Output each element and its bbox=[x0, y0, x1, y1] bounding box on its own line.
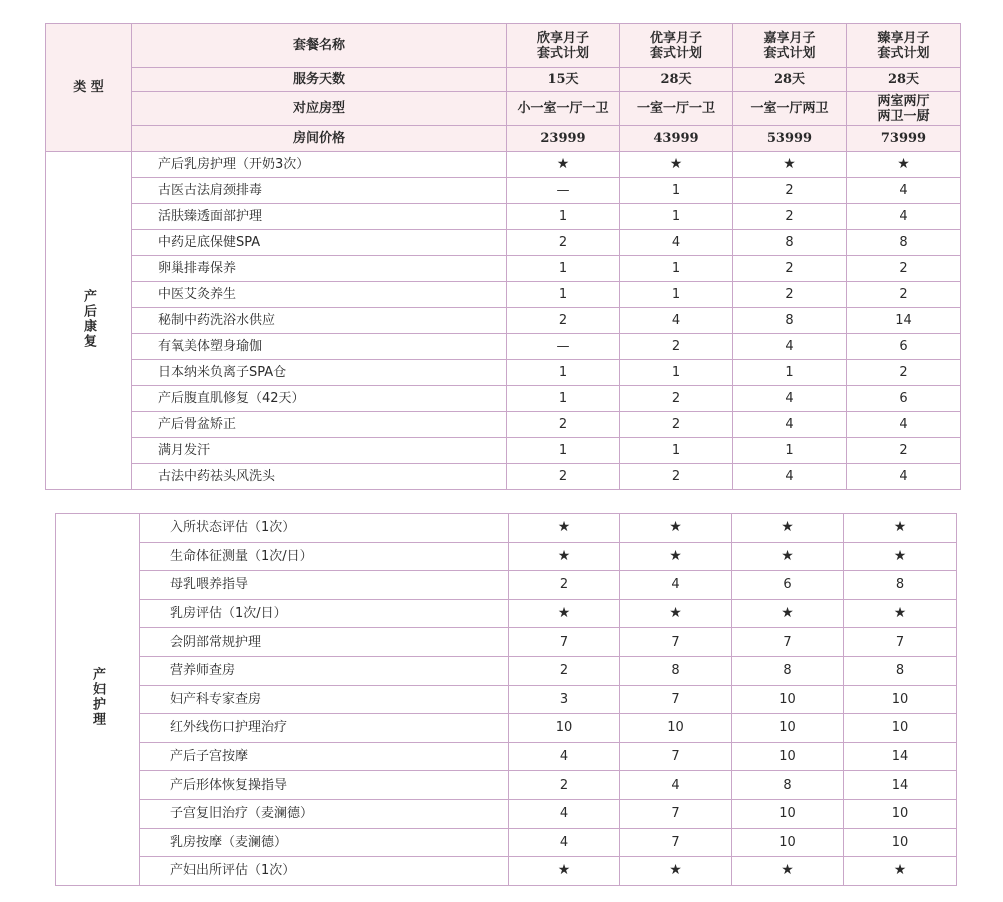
service-days-4: 28天 bbox=[847, 68, 961, 92]
count-cell: 1 bbox=[620, 438, 733, 464]
table-row bbox=[46, 204, 961, 230]
count-cell: 4 bbox=[847, 204, 961, 230]
package-name-3: 嘉享月子 套式计划 bbox=[733, 24, 847, 68]
table-row bbox=[56, 799, 957, 828]
count-cell: 4 bbox=[733, 386, 847, 412]
count-cell: 2 bbox=[509, 571, 620, 600]
table-row bbox=[46, 386, 961, 412]
count-cell: 7 bbox=[844, 628, 957, 657]
count-cell: 4 bbox=[620, 571, 732, 600]
room-type-2: 一室一厅一卫 bbox=[620, 92, 733, 126]
count-cell: 1 bbox=[620, 178, 733, 204]
room-type-3: 一室一厅两卫 bbox=[733, 92, 847, 126]
included-star-cell: ★ bbox=[620, 542, 732, 571]
count-cell: 10 bbox=[844, 685, 957, 714]
count-cell: 2 bbox=[509, 656, 620, 685]
service-item: 古医古法肩颈排毒 bbox=[132, 178, 507, 204]
section-label-care-text: 产妇护理 bbox=[90, 667, 105, 728]
row-label-package-name: 套餐名称 bbox=[132, 24, 507, 68]
count-cell: 7 bbox=[620, 799, 732, 828]
count-cell: 7 bbox=[509, 628, 620, 657]
count-cell: 1 bbox=[620, 282, 733, 308]
service-item: 生命体征测量（1次/日） bbox=[140, 542, 509, 571]
room-price-row bbox=[46, 126, 961, 152]
table-row bbox=[46, 308, 961, 334]
count-cell: 2 bbox=[733, 282, 847, 308]
service-item: 产后乳房护理（开奶3次） bbox=[132, 152, 507, 178]
table-row bbox=[46, 334, 961, 360]
table-row bbox=[46, 256, 961, 282]
service-item: 中医艾灸养生 bbox=[132, 282, 507, 308]
service-item: 红外线伤口护理治疗 bbox=[140, 714, 509, 743]
room-type-1: 小一室一厅一卫 bbox=[507, 92, 620, 126]
count-cell: 4 bbox=[620, 771, 732, 800]
count-cell: 4 bbox=[509, 799, 620, 828]
count-cell: 7 bbox=[732, 628, 844, 657]
package-name-2: 优享月子 套式计划 bbox=[620, 24, 733, 68]
count-cell: 1 bbox=[507, 438, 620, 464]
table-row bbox=[56, 514, 957, 543]
count-cell: 2 bbox=[507, 230, 620, 256]
service-days-1: 15天 bbox=[507, 68, 620, 92]
included-star-cell: ★ bbox=[732, 514, 844, 543]
count-cell: — bbox=[507, 178, 620, 204]
count-cell: 1 bbox=[507, 204, 620, 230]
package-name-1: 欣享月子 套式计划 bbox=[507, 24, 620, 68]
count-cell: 2 bbox=[847, 256, 961, 282]
count-cell: 2 bbox=[620, 412, 733, 438]
count-cell: 7 bbox=[620, 685, 732, 714]
table-row bbox=[46, 360, 961, 386]
included-star-cell: ★ bbox=[509, 857, 620, 886]
count-cell: 2 bbox=[620, 386, 733, 412]
service-item: 乳房按摩（麦澜德） bbox=[140, 828, 509, 857]
row-label-room-type: 对应房型 bbox=[132, 92, 507, 126]
row-label-room-price: 房间价格 bbox=[132, 126, 507, 152]
table-row bbox=[46, 282, 961, 308]
count-cell: 2 bbox=[620, 464, 733, 490]
count-cell: 2 bbox=[507, 464, 620, 490]
count-cell: 2 bbox=[733, 178, 847, 204]
count-cell: 10 bbox=[844, 714, 957, 743]
count-cell: 8 bbox=[732, 656, 844, 685]
service-days-3: 28天 bbox=[733, 68, 847, 92]
table-row bbox=[56, 628, 957, 657]
included-star-cell: ★ bbox=[509, 599, 620, 628]
count-cell: 2 bbox=[847, 282, 961, 308]
included-star-cell: ★ bbox=[847, 152, 961, 178]
count-cell: 2 bbox=[847, 360, 961, 386]
service-item: 产后骨盆矫正 bbox=[132, 412, 507, 438]
table-row bbox=[56, 656, 957, 685]
section-label-recovery-text: 产后康复 bbox=[81, 288, 96, 349]
service-item: 营养师查房 bbox=[140, 656, 509, 685]
count-cell: 10 bbox=[732, 714, 844, 743]
included-star-cell: ★ bbox=[507, 152, 620, 178]
count-cell: 1 bbox=[620, 256, 733, 282]
count-cell: 1 bbox=[507, 256, 620, 282]
count-cell: 8 bbox=[847, 230, 961, 256]
package-name-row bbox=[46, 24, 961, 68]
table-row bbox=[56, 599, 957, 628]
count-cell: 10 bbox=[844, 799, 957, 828]
type-header-cell bbox=[46, 24, 132, 152]
included-star-cell: ★ bbox=[509, 542, 620, 571]
count-cell: 8 bbox=[732, 771, 844, 800]
count-cell: 2 bbox=[733, 256, 847, 282]
package-name-4: 臻享月子 套式计划 bbox=[847, 24, 961, 68]
count-cell: 4 bbox=[509, 742, 620, 771]
count-cell: 1 bbox=[507, 386, 620, 412]
count-cell: 4 bbox=[733, 464, 847, 490]
section-gap bbox=[0, 502, 1003, 511]
package-table-lower bbox=[55, 513, 957, 886]
count-cell: 6 bbox=[847, 334, 961, 360]
table-row bbox=[56, 771, 957, 800]
count-cell: 8 bbox=[844, 656, 957, 685]
table-row bbox=[46, 230, 961, 256]
service-item: 母乳喂养指导 bbox=[140, 571, 509, 600]
count-cell: 14 bbox=[844, 771, 957, 800]
count-cell: 4 bbox=[733, 412, 847, 438]
table-row bbox=[46, 152, 961, 178]
count-cell: 8 bbox=[620, 656, 732, 685]
service-item: 有氧美体塑身瑜伽 bbox=[132, 334, 507, 360]
count-cell: 7 bbox=[620, 742, 732, 771]
included-star-cell: ★ bbox=[844, 542, 957, 571]
service-item: 卵巢排毒保养 bbox=[132, 256, 507, 282]
count-cell: 3 bbox=[509, 685, 620, 714]
count-cell: 10 bbox=[732, 685, 844, 714]
count-cell: 14 bbox=[844, 742, 957, 771]
service-item: 妇产科专家查房 bbox=[140, 685, 509, 714]
count-cell: 2 bbox=[507, 412, 620, 438]
table-row bbox=[46, 412, 961, 438]
room-type-4: 两室两厅 两卫一厨 bbox=[847, 92, 961, 126]
service-item: 古法中药祛头风洗头 bbox=[132, 464, 507, 490]
service-days-2: 28天 bbox=[620, 68, 733, 92]
count-cell: 1 bbox=[507, 282, 620, 308]
table-row bbox=[56, 742, 957, 771]
count-cell: 6 bbox=[732, 571, 844, 600]
section-label-care bbox=[56, 514, 140, 886]
package-table-upper bbox=[45, 23, 961, 490]
included-star-cell: ★ bbox=[732, 542, 844, 571]
count-cell: 4 bbox=[847, 412, 961, 438]
count-cell: 2 bbox=[847, 438, 961, 464]
room-price-2: 43999 bbox=[620, 126, 733, 152]
count-cell: 6 bbox=[847, 386, 961, 412]
count-cell: 10 bbox=[732, 742, 844, 771]
count-cell: 2 bbox=[733, 204, 847, 230]
count-cell: 2 bbox=[620, 334, 733, 360]
count-cell: 2 bbox=[507, 308, 620, 334]
service-item: 产后腹直肌修复（42天） bbox=[132, 386, 507, 412]
count-cell: 8 bbox=[844, 571, 957, 600]
room-price-1: 23999 bbox=[507, 126, 620, 152]
count-cell: 1 bbox=[620, 204, 733, 230]
count-cell: 10 bbox=[844, 828, 957, 857]
count-cell: — bbox=[507, 334, 620, 360]
service-item: 子宫复旧治疗（麦澜德） bbox=[140, 799, 509, 828]
included-star-cell: ★ bbox=[844, 514, 957, 543]
included-star-cell: ★ bbox=[509, 514, 620, 543]
service-item: 产妇出所评估（1次） bbox=[140, 857, 509, 886]
service-item: 中药足底保健SPA bbox=[132, 230, 507, 256]
service-item: 秘制中药洗浴水供应 bbox=[132, 308, 507, 334]
room-price-3: 53999 bbox=[733, 126, 847, 152]
count-cell: 4 bbox=[847, 464, 961, 490]
service-days-row bbox=[46, 68, 961, 92]
table-row bbox=[56, 857, 957, 886]
room-price-4: 73999 bbox=[847, 126, 961, 152]
table-row bbox=[56, 828, 957, 857]
count-cell: 8 bbox=[733, 230, 847, 256]
count-cell: 4 bbox=[847, 178, 961, 204]
count-cell: 7 bbox=[620, 828, 732, 857]
service-item: 活肤臻透面部护理 bbox=[132, 204, 507, 230]
included-star-cell: ★ bbox=[733, 152, 847, 178]
included-star-cell: ★ bbox=[620, 514, 732, 543]
count-cell: 10 bbox=[732, 799, 844, 828]
table-row bbox=[46, 178, 961, 204]
count-cell: 14 bbox=[847, 308, 961, 334]
room-type-row bbox=[46, 92, 961, 126]
service-item: 日本纳米负离子SPA仓 bbox=[132, 360, 507, 386]
count-cell: 1 bbox=[620, 360, 733, 386]
row-label-service-days: 服务天数 bbox=[132, 68, 507, 92]
service-item: 会阴部常规护理 bbox=[140, 628, 509, 657]
type-label: 类 型 bbox=[73, 80, 104, 95]
count-cell: 10 bbox=[620, 714, 732, 743]
included-star-cell: ★ bbox=[732, 599, 844, 628]
table-row bbox=[56, 685, 957, 714]
count-cell: 4 bbox=[509, 828, 620, 857]
service-item: 产后形体恢复操指导 bbox=[140, 771, 509, 800]
included-star-cell: ★ bbox=[620, 152, 733, 178]
count-cell: 4 bbox=[620, 308, 733, 334]
table-row bbox=[56, 542, 957, 571]
service-item: 产后子宫按摩 bbox=[140, 742, 509, 771]
included-star-cell: ★ bbox=[844, 857, 957, 886]
service-item: 满月发汗 bbox=[132, 438, 507, 464]
postpartum-recovery-section bbox=[46, 152, 961, 490]
table-row bbox=[56, 714, 957, 743]
service-item: 入所状态评估（1次） bbox=[140, 514, 509, 543]
table-row bbox=[56, 571, 957, 600]
table-row bbox=[46, 438, 961, 464]
count-cell: 7 bbox=[620, 628, 732, 657]
included-star-cell: ★ bbox=[620, 599, 732, 628]
count-cell: 4 bbox=[620, 230, 733, 256]
count-cell: 1 bbox=[733, 360, 847, 386]
maternal-care-section bbox=[56, 514, 957, 886]
included-star-cell: ★ bbox=[732, 857, 844, 886]
count-cell: 8 bbox=[733, 308, 847, 334]
section-label-recovery bbox=[46, 152, 132, 490]
table-row bbox=[46, 464, 961, 490]
service-item: 乳房评估（1次/日） bbox=[140, 599, 509, 628]
count-cell: 2 bbox=[509, 771, 620, 800]
count-cell: 1 bbox=[507, 360, 620, 386]
included-star-cell: ★ bbox=[844, 599, 957, 628]
count-cell: 4 bbox=[733, 334, 847, 360]
count-cell: 10 bbox=[732, 828, 844, 857]
included-star-cell: ★ bbox=[620, 857, 732, 886]
count-cell: 1 bbox=[733, 438, 847, 464]
count-cell: 10 bbox=[509, 714, 620, 743]
